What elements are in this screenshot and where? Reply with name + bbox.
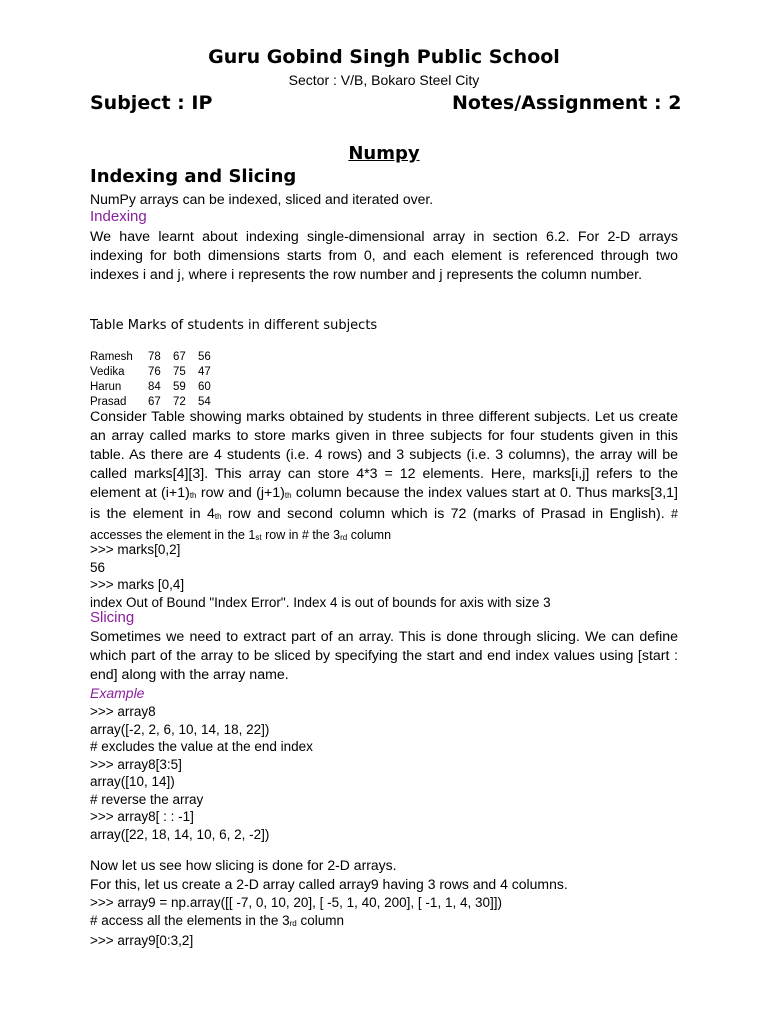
table-row bbox=[90, 350, 223, 365]
mark-cell: 84 bbox=[148, 381, 161, 393]
comment-part-c: column bbox=[347, 528, 392, 542]
code-comment-part-b: column bbox=[296, 912, 345, 928]
code-line: >>> array8[ : : -1] bbox=[90, 809, 194, 824]
consider-text-3: column because the index values start at 0. Thus marks[3,1] is the element in 4 bbox=[90, 485, 678, 522]
student-name-cell: Ramesh bbox=[90, 351, 133, 363]
student-name-cell: Prasad bbox=[90, 396, 127, 408]
intro-text: NumPy arrays can be indexed, sliced and iterated over. bbox=[90, 191, 434, 207]
code-block-3 bbox=[90, 894, 502, 950]
code-line: array([-2, 2, 6, 10, 14, 18, 22]) bbox=[90, 721, 270, 737]
twod-line-1: Now let us see how slicing is done for 2-D arrays. bbox=[90, 857, 397, 873]
code-line: >>> array9 = np.array([[ -7, 0, 10, 20], [ -5, 1, 40, 200], [ -1, 1, 4, 30]]) bbox=[90, 895, 502, 910]
comment-part-a: # accesses the element in the 1 bbox=[90, 507, 678, 542]
slicing-paragraph: Sometimes we need to extract part of an array. This is done through slicing. We can define which part of the array to be sliced by specifying the start and end index values using [start : end] along with the array name. bbox=[90, 629, 678, 683]
consider-text-4: row and second column which is 72 (marks of Prasad in English). bbox=[221, 506, 672, 522]
student-name-cell: Vedika bbox=[90, 366, 125, 378]
assignment-title: Notes/Assignment : 2 bbox=[452, 92, 682, 114]
subject-title: Subject : IP bbox=[90, 92, 213, 114]
table-row bbox=[90, 380, 223, 395]
code-line: index Out of Bound "Index Error". Index 4 is out of bounds for axis with size 3 bbox=[90, 594, 551, 610]
twod-line-2: For this, let us create a 2-D array called array9 having 3 rows and 4 columns. bbox=[90, 876, 568, 892]
school-name: Guru Gobind Singh Public School bbox=[208, 46, 560, 68]
school-address: Sector : V/B, Bokaro Steel City bbox=[288, 72, 480, 88]
superscript-rd: rd bbox=[340, 533, 348, 542]
table-caption: Table Marks of students in different subjects bbox=[90, 318, 378, 333]
table-row bbox=[90, 365, 223, 380]
code-line bbox=[90, 912, 502, 933]
code-block-2 bbox=[90, 703, 313, 843]
superscript-rd: rd bbox=[289, 918, 297, 928]
code-line: array([10, 14]) bbox=[90, 774, 175, 789]
indexing-paragraph: We have learnt about indexing single-dimensional array in section 6.2. For 2-D arrays indexing for both dimensions starts from 0, and each element is referenced through two indexes i and j, where i represents the row number and j represents the column number. bbox=[90, 229, 678, 283]
code-line: >>> marks[0,2] bbox=[90, 542, 181, 557]
code-comment-part-a: # access all the elements in the 3 bbox=[90, 912, 290, 928]
code-line: # reverse the array bbox=[90, 791, 204, 807]
student-name-cell: Harun bbox=[90, 381, 122, 393]
mark-cell: 67 bbox=[173, 351, 186, 363]
comment-part-b: row in # the 3 bbox=[261, 528, 341, 542]
section-title: Indexing and Slicing bbox=[90, 166, 297, 187]
code-block-1 bbox=[90, 541, 551, 611]
code-line: >>> array9[0:3,2] bbox=[90, 933, 194, 948]
superscript-th-3: th bbox=[214, 512, 222, 521]
mark-cell: 76 bbox=[148, 366, 161, 378]
code-line: 56 bbox=[90, 559, 106, 575]
mark-cell: 75 bbox=[173, 366, 186, 378]
mark-cell: 60 bbox=[198, 381, 211, 393]
mark-cell: 78 bbox=[148, 351, 161, 363]
code-line: # excludes the value at the end index bbox=[90, 739, 313, 754]
code-line: array([22, 18, 14, 10, 6, 2, -2]) bbox=[90, 826, 270, 842]
marks-table bbox=[90, 350, 223, 410]
consider-text-1: Consider Table showing marks obtained by students in three different subjects. Let us create an array called marks to store marks given in three subjects for four students given in this table. As there are 4 students (i.e. 4 rows) and 3 subjects (i.e. 3 columns), the array will be called marks[4][3]. This array can store 4*3 = 12 elements. Here, marks[i,j] refers to the element at (i+1) bbox=[90, 409, 678, 501]
mark-cell: 56 bbox=[198, 351, 211, 363]
superscript-th-1: th bbox=[189, 491, 197, 500]
mark-cell: 59 bbox=[173, 381, 186, 393]
mark-cell: 47 bbox=[198, 366, 211, 378]
code-line: >>> array8 bbox=[90, 704, 156, 719]
slicing-heading: Slicing bbox=[90, 609, 135, 626]
superscript-th-2: th bbox=[284, 491, 292, 500]
topic-title: Numpy bbox=[348, 143, 420, 164]
mark-cell: 72 bbox=[173, 396, 186, 408]
consider-paragraph bbox=[90, 408, 678, 547]
consider-text-2: row and (j+1) bbox=[196, 485, 285, 501]
superscript-st: st bbox=[255, 533, 262, 542]
example-label: Example bbox=[90, 685, 145, 701]
code-line: >>> array8[3:5] bbox=[90, 756, 182, 772]
code-line: >>> marks [0,4] bbox=[90, 577, 185, 592]
mark-cell: 67 bbox=[148, 396, 161, 408]
mark-cell: 54 bbox=[198, 396, 211, 408]
indexing-heading: Indexing bbox=[90, 208, 147, 225]
